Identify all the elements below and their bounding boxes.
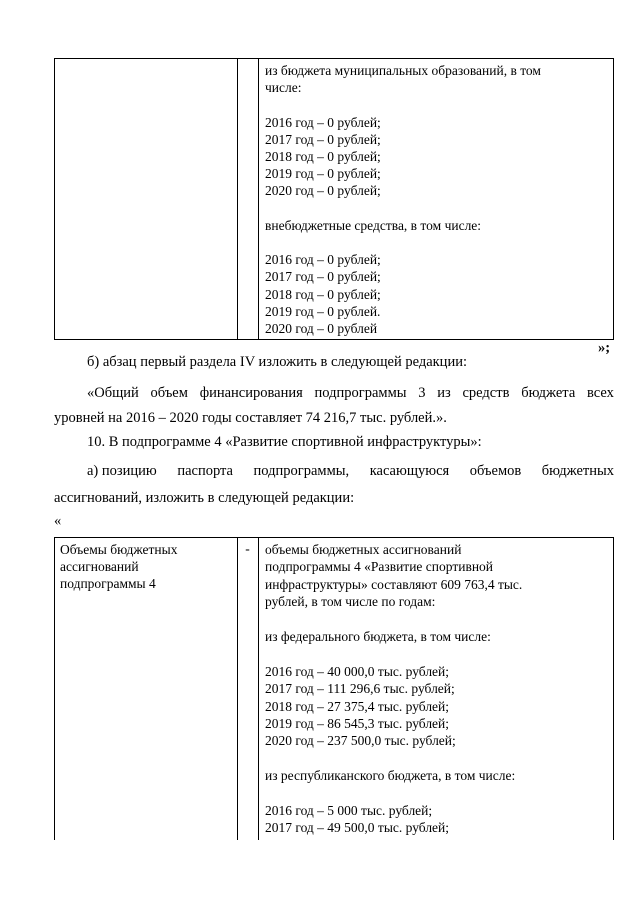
text-line: объемы бюджетных ассигнований	[265, 542, 462, 557]
text-line: 2016 год – 40 000,0 тыс. рублей;	[265, 663, 450, 679]
word: подпрограммы,	[253, 463, 350, 479]
word: объем	[150, 385, 188, 401]
text-line: из федерального бюджета, в том числе:	[265, 629, 491, 644]
word: объемов	[469, 463, 522, 479]
text-line: Объемы бюджетных	[60, 542, 178, 557]
text-line: рублей, в том числе по годам:	[265, 594, 436, 610]
text-line: 2017 год – 111 296,6 тыс. рублей;	[265, 681, 455, 697]
text-line: подпрограммы 4	[60, 576, 156, 591]
text-line: 2016 год – 5 000 тыс. рублей;	[265, 803, 433, 818]
word: касающуюся	[369, 463, 450, 479]
text-line: 2018 год – 0 рублей;	[265, 149, 381, 164]
table1-right-cell	[265, 59, 609, 339]
text-line: числе:	[265, 80, 302, 96]
word: паспорта	[177, 463, 233, 479]
column-divider	[258, 59, 259, 339]
table2-right-cell	[265, 538, 609, 840]
text-line: из республиканского бюджета, в том числе:	[265, 768, 516, 784]
table2-dash: -	[245, 541, 250, 556]
text-line: 2020 год – 0 рублей;	[265, 183, 381, 199]
budget-allocations-table	[54, 537, 614, 840]
text-line: 2019 год – 86 545,3 тыс. рублей;	[265, 716, 450, 731]
column-divider	[258, 538, 259, 840]
word: средств	[462, 385, 510, 401]
text-line: 2016 год – 0 рублей;	[265, 114, 381, 130]
text-line: 2020 год – 237 500,0 тыс. рублей;	[265, 733, 456, 749]
table2-dash-cell	[237, 538, 258, 840]
text-line: 2018 год – 0 рублей;	[265, 286, 381, 302]
opening-quote-mark: «	[54, 513, 62, 529]
text-line: из бюджета муниципальных образований, в том	[265, 63, 541, 78]
word: финансирования	[199, 385, 303, 401]
word: бюджетных	[541, 463, 614, 479]
text-line: ассигнований	[60, 559, 139, 574]
column-divider	[237, 59, 238, 339]
budget-table-continued	[54, 58, 614, 340]
text-line: 2017 год – 49 500,0 тыс. рублей;	[265, 820, 450, 836]
closing-quote-mark: »;	[598, 340, 611, 356]
paragraph-b: б) абзац первый раздела IV изложить в следующей редакции:	[87, 354, 467, 370]
text-line: 2018 год – 27 375,4 тыс. рублей;	[265, 698, 450, 714]
text-line: инфраструктуры» составляют 609 763,4 тыс.	[265, 576, 523, 592]
text-line: 2019 год – 0 рублей;	[265, 166, 381, 182]
table2-left-cell	[60, 538, 235, 840]
text-line: 2016 год – 0 рублей;	[265, 252, 381, 268]
text-line: 2017 год – 0 рублей;	[265, 131, 381, 147]
quote-paragraph-line2: уровней на 2016 – 2020 годы составляет 74 216,7 тыс. рублей.».	[54, 410, 447, 426]
word: из	[437, 385, 451, 401]
paragraph-a-line1	[87, 463, 614, 480]
text-line: внебюджетные средства, в том числе:	[265, 217, 482, 233]
text-line: 2020 год – 0 рублей	[265, 321, 378, 336]
word: а) позицию	[87, 463, 157, 479]
word: подпрограммы	[314, 385, 407, 401]
word: 3	[418, 385, 426, 401]
text-line: 2017 год – 0 рублей;	[265, 269, 381, 285]
text-line: подпрограммы 4 «Развитие спортивной	[265, 559, 494, 575]
paragraph-a-line2: ассигнований, изложить в следующей редакции:	[54, 490, 355, 506]
text-line: 2019 год – 0 рублей.	[265, 303, 381, 319]
quote-paragraph-line1	[87, 385, 614, 402]
word: «Общий	[87, 385, 139, 401]
word: бюджета	[521, 385, 576, 401]
paragraph-10: 10. В подпрограмме 4 «Развитие спортивной инфраструктуры»:	[87, 434, 482, 450]
word: всех	[587, 385, 614, 401]
